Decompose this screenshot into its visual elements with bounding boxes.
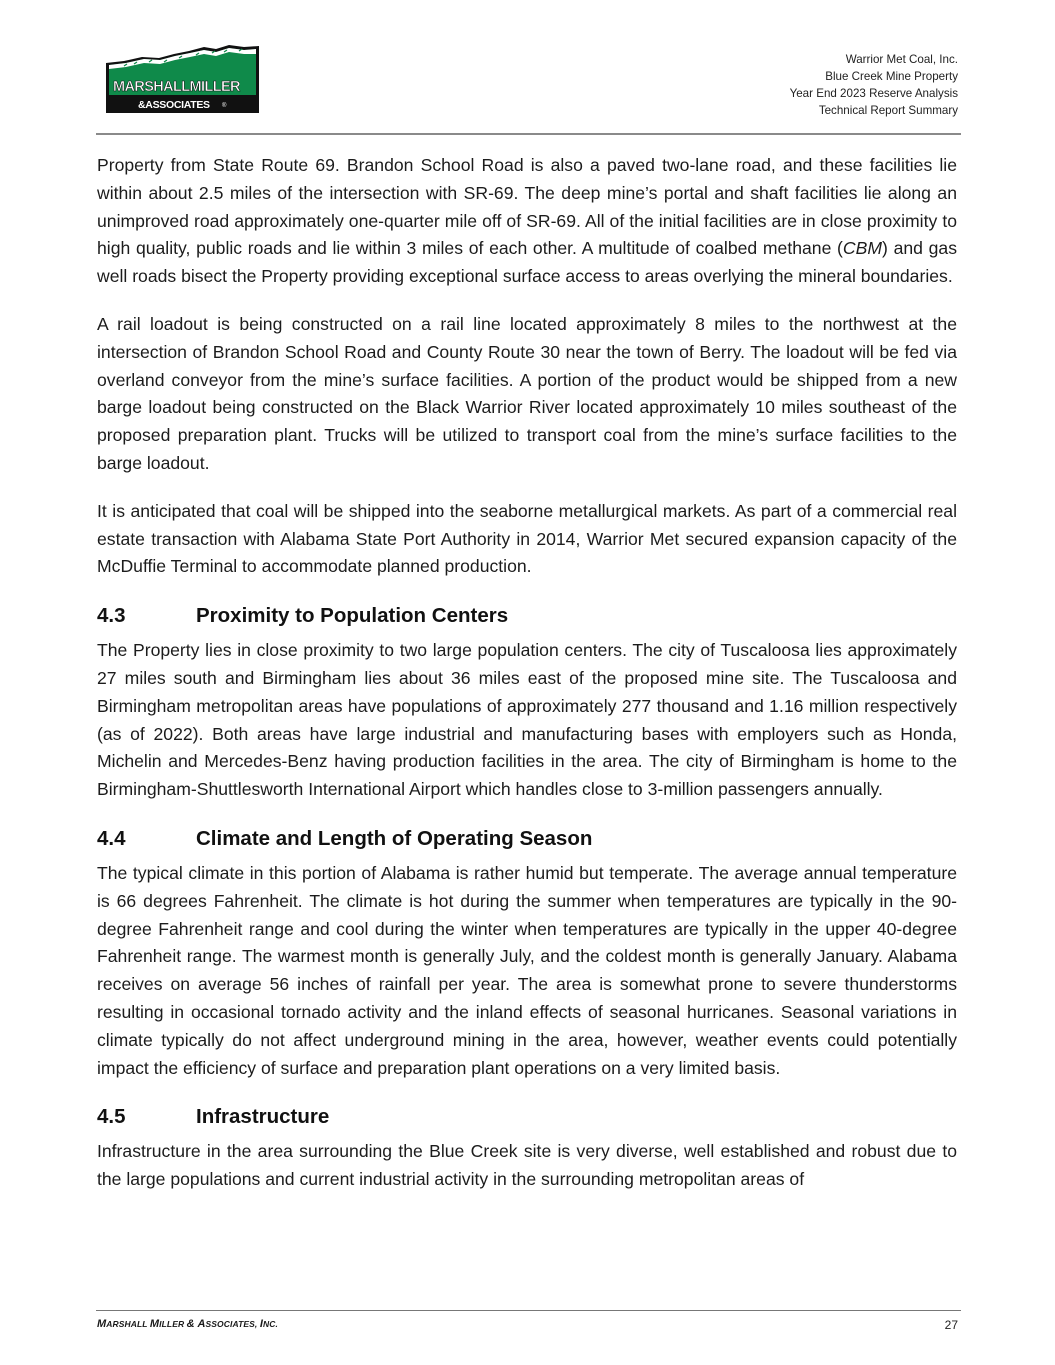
header-analysis: Year End 2023 Reserve Analysis [789, 87, 958, 100]
section-title: Infrastructure [196, 1105, 330, 1129]
section-number: 4.4 [97, 826, 126, 850]
company-logo [104, 43, 261, 115]
section-title: Climate and Length of Operating Season [196, 826, 593, 850]
paragraph-rail-loadout: A rail loadout is being constructed on a rail line located approximately 8 miles to the northwest at the intersection of Brandon School Road and County Route 30 near the town of Berry. The loadout will be fed via overland conveyor from the mine’s surface facilities. A portion of the product would be shipped from a new barge loadout being constructed on the Black Warrior River located approximately 10 miles southeast of the proposed preparation plant. Trucks will be utilized to transport coal from the mine’s surface facilities to the barge loadout. [97, 313, 957, 473]
svg-text:®: ® [222, 103, 227, 109]
document-body [97, 152, 957, 1194]
footer-company-name: MARSHALL MILLER & ASSOCIATES, INC. [97, 1318, 278, 1330]
mountain-logo-icon [104, 43, 261, 115]
paragraph-access-roads: Property from State Route 69. Brandon School Road is also a paved two-lane road, and these facilities lie within about 2.5 miles of the intersection with SR-69. The deep mine’s portal and shaft facilities lie along an unimproved road approximately one-quarter mile off of SR-69. All of the initial facilities are in close proximity to high quality, public roads and lie within 3 miles of each other. A multitude of coalbed methane (CBM) and gas well roads bisect the Property providing exceptional surface access to areas overlying the mineral boundaries. [97, 155, 957, 287]
section-number: 4.5 [97, 1105, 126, 1129]
section-heading-4-5 [97, 1104, 957, 1130]
header-property: Blue Creek Mine Property [825, 70, 958, 83]
report-header-info [790, 51, 958, 119]
page-number: 27 [944, 1318, 958, 1332]
header-report-type: Technical Report Summary [818, 104, 958, 117]
svg-text:&ASSOCIATES: &ASSOCIATES [138, 99, 210, 111]
section-number: 4.3 [97, 604, 126, 628]
paragraph-population-centers: The Property lies in close proximity to two large population centers. The city of Tuscaloosa lies approximately 27 miles south and Birmingham lies about 36 miles east of the proposed mine site. The Tuscaloosa and Birmingham metropolitan areas have populations of approximately 277 thousand and 1.16 million respectively (as of 2022). Both areas have large industrial and manufacturing bases with employers such as Honda, Michelin and Mercedes-Benz having production facilities in the area. The city of Birmingham is home to the Birmingham-Shuttlesworth International Airport which handles close to 3-million passengers annually. [97, 640, 957, 800]
header-company: Warrior Met Coal, Inc. [845, 53, 958, 66]
paragraph-climate: The typical climate in this portion of Alabama is rather humid but temperate. The average annual temperature is 66 degrees Fahrenheit. The climate is hot during the summer when temperatures are typically in the 90-degree Fahrenheit range and cool during the winter when temperatures are typically in the upper 40-degree Fahrenheit range. The warmest month is generally July, and the coldest month is generally January. Alabama receives on average 56 inches of rainfall per year. The area is somewhat prone to severe thunderstorms resulting in occasional tornado activity and the inland effects of seasonal hurricanes. Seasonal variations in climate typically do not affect underground mining in the area, however, weather events could potentially impact the efficiency of surface and preparation plant operations on a very limited basis. [97, 862, 957, 1078]
header-divider [96, 133, 961, 135]
paragraph-infrastructure: Infrastructure in the area surrounding the Blue Creek site is very diverse, well established and robust due to the large populations and current industrial activity in the surrounding metropolitan areas of [97, 1141, 957, 1190]
svg-text:MARSHALLMILLER: MARSHALLMILLER [113, 79, 240, 95]
section-heading-4-4 [97, 826, 957, 852]
section-heading-4-3 [97, 603, 957, 629]
cbm-abbreviation: CBM [842, 238, 883, 259]
paragraph-seaborne-markets: It is anticipated that coal will be shipped into the seaborne metallurgical markets. As part of a commercial real estate transaction with Alabama State Port Authority in 2014, Warrior Met secured expansion capacity of the McDuffie Terminal to accommodate planned production. [97, 500, 957, 577]
footer-divider [96, 1310, 961, 1311]
section-title: Proximity to Population Centers [196, 604, 509, 628]
